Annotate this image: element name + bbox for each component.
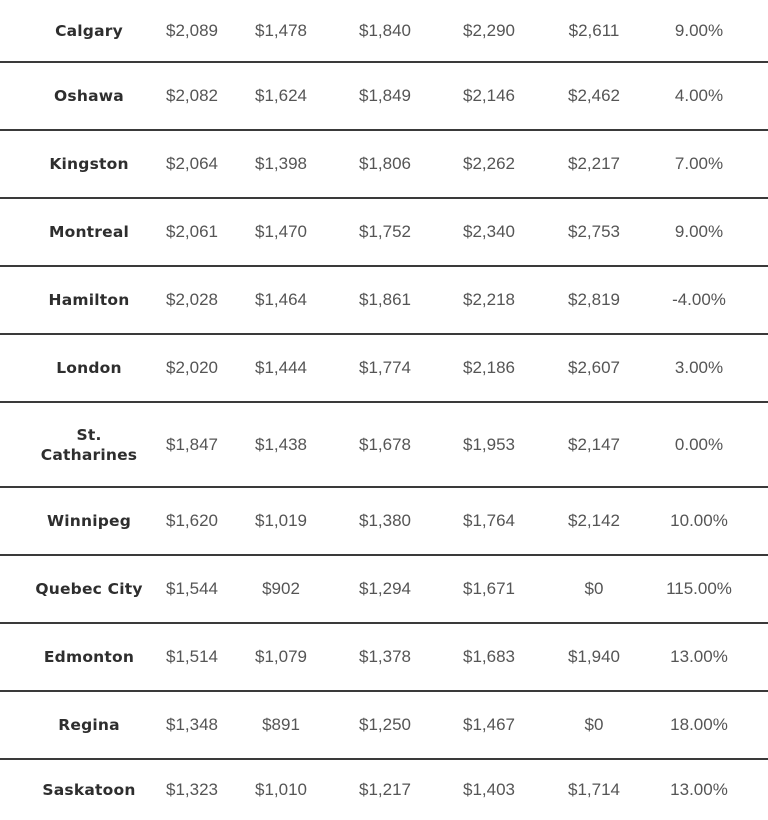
percent-change-cell: 9.00% — [674, 20, 724, 40]
table-row — [0, 403, 768, 488]
value-cell: $1,438 — [255, 434, 307, 454]
value-cell: $2,607 — [568, 358, 620, 377]
percent-change-cell: 9.00% — [674, 222, 724, 241]
city-name: Kingston — [49, 155, 129, 173]
city-name: St. Catharines — [40, 425, 138, 464]
value-cell: $1,380 — [359, 511, 411, 530]
value-cell: $1,478 — [255, 20, 307, 40]
value-cell: $1,294 — [359, 579, 411, 598]
value-cell: $1,683 — [463, 647, 515, 666]
value-cell: $1,953 — [463, 434, 515, 454]
value-cell: $1,752 — [359, 222, 411, 241]
value-cell: $2,061 — [166, 222, 218, 241]
percent-change-cell: 18.00% — [670, 715, 728, 734]
percent-change-cell: 3.00% — [674, 358, 724, 377]
table-row — [0, 488, 768, 556]
city-name: Montreal — [48, 223, 130, 241]
value-cell: $2,089 — [166, 20, 218, 40]
value-cell: $2,340 — [463, 222, 515, 241]
value-cell: $2,217 — [568, 154, 620, 173]
value-cell: $1,940 — [568, 647, 620, 666]
percent-change-cell: 13.00% — [670, 647, 728, 666]
percent-change-cell: 0.00% — [674, 434, 724, 454]
value-cell: $891 — [262, 715, 300, 734]
value-cell: $1,544 — [166, 579, 218, 598]
percent-change-cell: 7.00% — [674, 154, 724, 173]
value-cell: $1,019 — [255, 511, 307, 530]
value-cell: $1,671 — [463, 579, 515, 598]
city-name: Quebec City — [35, 580, 143, 598]
percent-change-cell: 10.00% — [670, 511, 728, 530]
value-cell: $1,348 — [166, 715, 218, 734]
table-row — [0, 0, 768, 63]
value-cell: $2,819 — [568, 290, 620, 309]
value-cell: $1,849 — [359, 86, 411, 105]
value-cell: $1,403 — [463, 780, 515, 799]
city-name: Oshawa — [54, 87, 124, 105]
value-cell: $1,010 — [255, 780, 307, 799]
value-cell: $1,624 — [255, 86, 307, 105]
value-cell: $1,620 — [166, 511, 218, 530]
value-cell: $1,764 — [463, 511, 515, 530]
table-row — [0, 760, 768, 820]
value-cell: $2,218 — [463, 290, 515, 309]
value-cell: $2,753 — [568, 222, 620, 241]
value-cell: $1,678 — [359, 434, 411, 454]
table-row — [0, 624, 768, 692]
value-cell: $1,840 — [359, 20, 411, 40]
city-name: London — [56, 359, 122, 377]
value-cell: $1,714 — [568, 780, 620, 799]
value-cell: $1,250 — [359, 715, 411, 734]
city-name: Hamilton — [48, 291, 130, 309]
value-cell: $1,806 — [359, 154, 411, 173]
value-cell: $2,147 — [568, 434, 620, 454]
value-cell: $2,142 — [568, 511, 620, 530]
value-cell: $1,378 — [359, 647, 411, 666]
value-cell: $1,774 — [359, 358, 411, 377]
table-row — [0, 556, 768, 624]
percent-change-cell: 13.00% — [670, 780, 728, 799]
value-cell: $0 — [584, 579, 604, 598]
city-name: Winnipeg — [46, 512, 132, 530]
value-cell: $0 — [584, 715, 604, 734]
value-cell: $902 — [262, 579, 300, 598]
percent-change-cell: 4.00% — [674, 86, 724, 105]
table-row — [0, 692, 768, 760]
value-cell: $1,323 — [166, 780, 218, 799]
value-cell: $1,464 — [255, 290, 307, 309]
value-cell: $1,470 — [255, 222, 307, 241]
value-cell: $1,861 — [359, 290, 411, 309]
value-cell: $1,847 — [166, 434, 218, 454]
value-cell: $1,217 — [359, 780, 411, 799]
city-name: Regina — [58, 716, 120, 734]
table-row — [0, 131, 768, 199]
value-cell: $1,398 — [255, 154, 307, 173]
table-row — [0, 63, 768, 131]
table-row — [0, 267, 768, 335]
value-cell: $2,290 — [463, 20, 515, 40]
value-cell: $2,186 — [463, 358, 515, 377]
value-cell: $1,467 — [463, 715, 515, 734]
value-cell: $2,611 — [568, 20, 620, 40]
value-cell: $2,028 — [166, 290, 218, 309]
value-cell: $2,020 — [166, 358, 218, 377]
city-name: Edmonton — [43, 648, 135, 666]
value-cell: $1,514 — [166, 647, 218, 666]
percent-change-cell: 115.00% — [666, 579, 732, 598]
value-cell: $2,262 — [463, 154, 515, 173]
table-row — [0, 335, 768, 403]
value-cell: $1,444 — [255, 358, 307, 377]
table-row — [0, 199, 768, 267]
value-cell: $2,082 — [166, 86, 218, 105]
value-cell: $2,146 — [463, 86, 515, 105]
value-cell: $2,064 — [166, 154, 218, 173]
value-cell: $1,079 — [255, 647, 307, 666]
city-name: Saskatoon — [42, 781, 136, 799]
city-name: Calgary — [55, 21, 123, 40]
value-cell: $2,462 — [568, 86, 620, 105]
percent-change-cell: -4.00% — [672, 290, 726, 309]
